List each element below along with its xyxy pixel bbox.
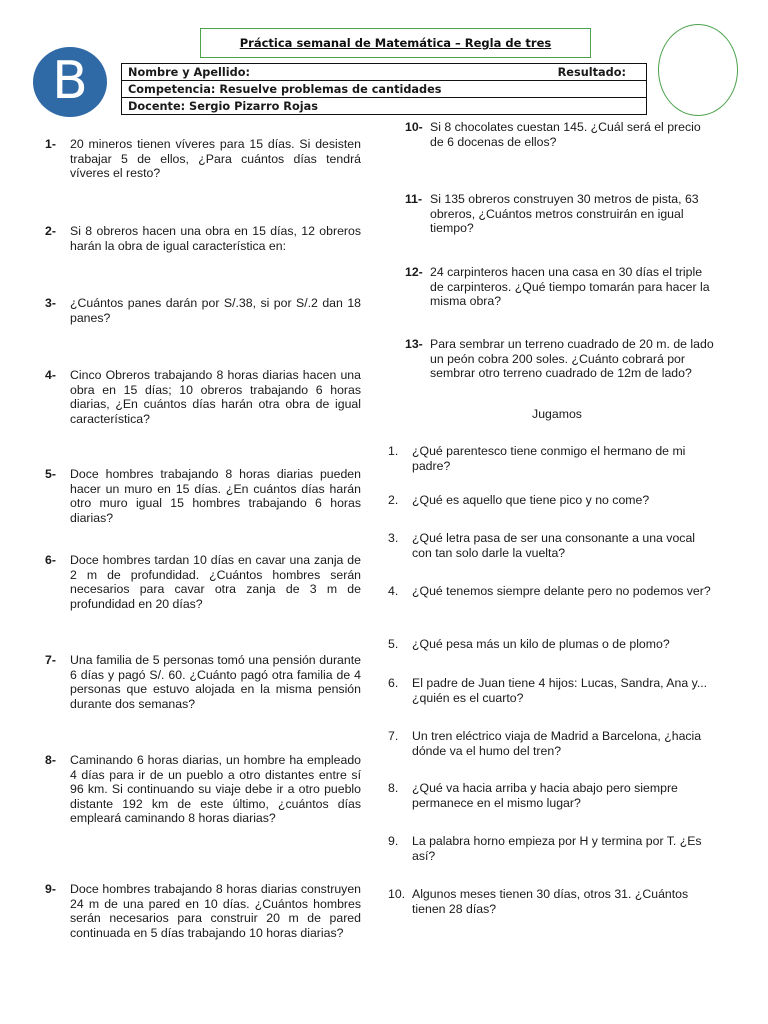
info-row-docente [122, 98, 647, 115]
riddle-2 [388, 493, 718, 508]
riddle-3 [388, 531, 718, 560]
riddle-number: 1. [388, 444, 399, 458]
problem-number: 2- [45, 224, 56, 238]
problem-number: 1- [45, 137, 56, 151]
riddle-number: 10. [388, 887, 406, 901]
riddle-number: 9. [388, 834, 399, 848]
riddle-text: ¿Qué tenemos siempre delante pero no podemos ver? [412, 584, 711, 598]
result-label: Resultado: [557, 65, 626, 79]
problem-text: Doce hombres trabajando 8 horas diarias pueden hacer un muro en 15 días. ¿En cuántos días harán otro muro igual 15 hombres trabajando 6 horas diarias? [70, 467, 361, 525]
problem-number: 5- [45, 467, 56, 481]
problem-4 [45, 368, 361, 426]
info-row-name [122, 64, 647, 81]
problem-6 [45, 553, 361, 611]
problem-11 [405, 192, 718, 236]
riddle-number: 6. [388, 676, 399, 690]
riddle-7 [388, 729, 718, 758]
problem-1 [45, 137, 361, 181]
riddle-9 [388, 834, 718, 863]
info-row-competencia [122, 81, 647, 98]
problem-number: 11- [405, 192, 423, 206]
riddle-text: Un tren eléctrico viaja de Madrid a Barcelona, ¿hacia dónde va el humo del tren? [412, 729, 702, 758]
problem-text: Doce hombres tardan 10 días en cavar una zanja de 2 m de profundidad. ¿Cuántos hombres serán necesarios para cavar otra zanja de 3 m de profundidad en 20 días? [70, 553, 361, 611]
riddle-text: ¿Qué va hacia arriba y hacia abajo pero siempre permanece en el mismo lugar? [412, 781, 678, 810]
problem-number: 12- [405, 265, 423, 279]
student-info-table [121, 63, 647, 115]
problem-5 [45, 467, 361, 525]
riddle-10 [388, 887, 718, 916]
riddle-8 [388, 781, 718, 810]
riddle-number: 7. [388, 729, 399, 743]
riddle-number: 8. [388, 781, 399, 795]
problem-10 [405, 120, 718, 149]
name-label: Nombre y Apellido: [128, 65, 251, 79]
problem-text: Caminando 6 horas diarias, un hombre ha empleado 4 días para ir de un pueblo a otro distantes entre sí 96 km. Si continuando su viaje debe ir a otro pueblo distante 192 km de este último, ¿cuántos días empleará caminando 8 horas diarias? [70, 753, 361, 826]
problem-number: 10- [405, 120, 423, 134]
docente-text: Docente: Sergio Pizarro Rojas [122, 98, 647, 115]
problem-12 [405, 265, 718, 309]
problem-number: 13- [405, 337, 423, 351]
riddle-number: 4. [388, 584, 399, 598]
problem-text: Si 135 obreros construyen 30 metros de pista, 63 obreros, ¿Cuántos metros construirán en igual tiempo? [430, 192, 699, 236]
riddle-text: ¿Qué pesa más un kilo de plumas o de plomo? [412, 637, 670, 651]
result-oval [658, 24, 738, 116]
riddle-5 [388, 637, 718, 652]
problem-8 [45, 753, 361, 826]
problem-text: Si 8 obreros hacen una obra en 15 días, 12 obreros harán la obra de igual característica en: [70, 224, 361, 253]
problem-number: 6- [45, 553, 56, 567]
problem-2 [45, 224, 361, 253]
problem-number: 8- [45, 753, 56, 767]
riddle-1 [388, 444, 718, 473]
worksheet-title: Práctica semanal de Matemática – Regla de tres [239, 36, 552, 50]
riddle-number: 5. [388, 637, 399, 651]
problem-text: ¿Cuántos panes darán por S/.38, si por S/.2 dan 18 panes? [70, 296, 361, 325]
game-section-title: Jugamos [532, 407, 582, 421]
problem-13 [405, 337, 718, 381]
problem-3 [45, 296, 361, 325]
problem-text: 20 mineros tienen víveres para 15 días. Si desisten trabajar 5 de ellos, ¿Para cuántos días tendrá víveres el resto? [70, 137, 361, 181]
riddle-text: ¿Qué letra pasa de ser una consonante a una vocal con tan solo darle la vuelta? [412, 531, 696, 560]
problem-text: Para sembrar un terreno cuadrado de 20 m. de lado un peón cobra 200 soles. ¿Cuánto cobrará por sembrar otro terreno cuadrado de 12m de lado? [430, 337, 714, 381]
problem-7 [45, 653, 361, 711]
problem-text: Si 8 chocolates cuestan 145. ¿Cuál será el precio de 6 docenas de ellos? [430, 120, 701, 149]
riddle-text: Algunos meses tienen 30 días, otros 31. ¿Cuántos tienen 28 días? [412, 887, 689, 916]
riddle-number: 2. [388, 493, 399, 507]
problem-text: 24 carpinteros hacen una casa en 30 días el triple de carpinteros. ¿Qué tiempo tomarán para hacer la misma obra? [430, 265, 710, 309]
riddle-text: ¿Qué parentesco tiene conmigo el hermano de mi padre? [412, 444, 686, 473]
problem-number: 7- [45, 653, 56, 667]
worksheet-title-box [200, 28, 591, 58]
riddle-4 [388, 584, 718, 599]
school-logo [33, 47, 107, 117]
problem-number: 3- [45, 296, 56, 310]
problem-number: 9- [45, 882, 56, 896]
riddle-text: ¿Qué es aquello que tiene pico y no come? [412, 493, 650, 507]
riddle-number: 3. [388, 531, 399, 545]
riddle-text: El padre de Juan tiene 4 hijos: Lucas, Sandra, Ana y... ¿quién es el cuarto? [412, 676, 708, 705]
problem-text: Doce hombres trabajando 8 horas diarias construyen 24 m de una pared en 10 días. ¿Cuántos hombres serán necesarios para construir 20 m de pared continuada en 5 días trabajando 10 horas diarias? [70, 882, 361, 940]
logo-letter: B [52, 51, 88, 111]
problem-text: Cinco Obreros trabajando 8 horas diarias hacen una obra en 15 días; 10 obreros trabajando 6 horas diarias, ¿En cuántos días harán otra obra de igual característica? [70, 368, 361, 426]
problem-9 [45, 882, 361, 940]
riddle-6 [388, 676, 718, 705]
riddle-text: La palabra horno empieza por H y termina por T. ¿Es así? [412, 834, 702, 863]
problem-text: Una familia de 5 personas tomó una pensión durante 6 días y pagó S/. 60. ¿Cuánto pagó otra familia de 4 personas que estuvo alojada en la misma pensión durante dos semanas? [70, 653, 361, 711]
competencia-text: Competencia: Resuelve problemas de cantidades [122, 81, 647, 98]
problem-number: 4- [45, 368, 56, 382]
